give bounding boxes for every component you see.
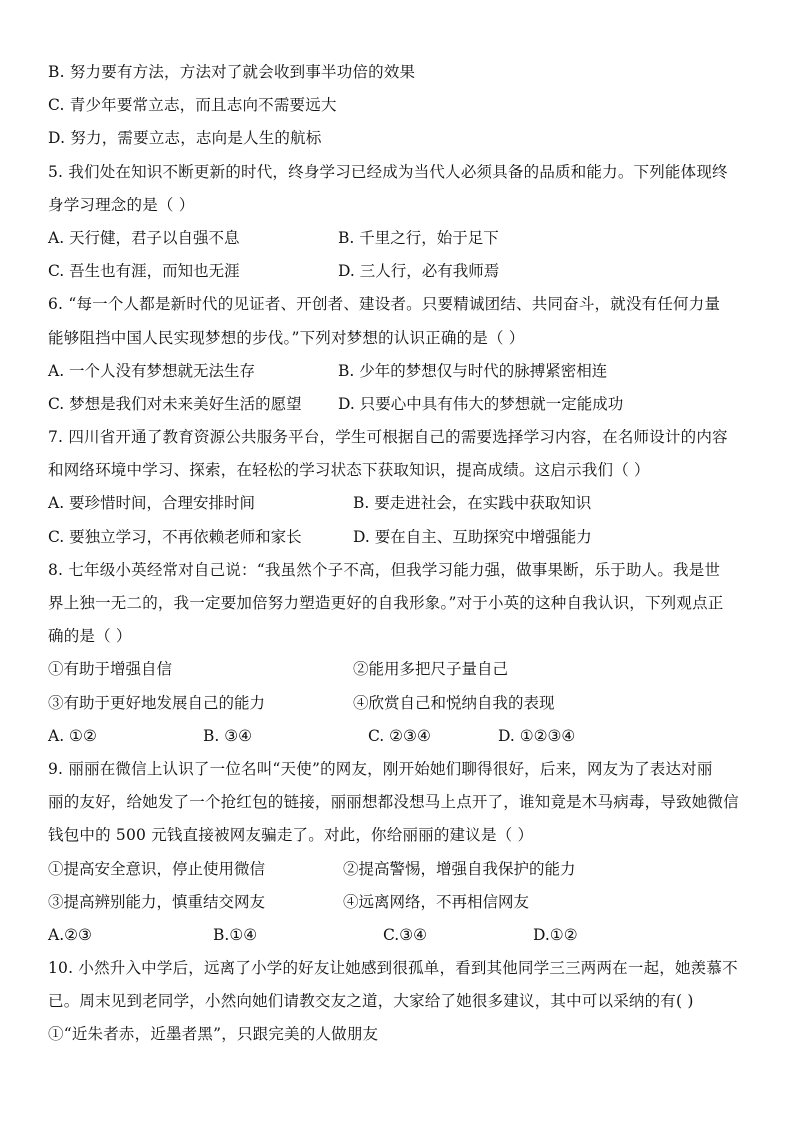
- q8-statement-2: ②能用多把尺子量自己: [353, 660, 509, 679]
- q10-stem-line2: 已。周末见到老同学，小然向她们请教交友之道，大家给了她很多建议，其中可以采纳的有( ): [48, 992, 694, 1011]
- q6-options-row1: [48, 355, 748, 388]
- q8-statement-1: ①有助于增强自信: [48, 660, 173, 679]
- q5-stem-line2: 身学习理念的是（ ）: [48, 195, 195, 214]
- q7-option-d: D. 要在自主、互助探究中增强能力: [353, 527, 592, 546]
- q6-options-row2: [48, 388, 748, 421]
- q4-option-b: B. 努力要有方法，方法对了就会收到事半功倍的效果: [48, 63, 416, 81]
- q8-options-row: [48, 720, 748, 753]
- q9-stem-line2: 丽的友好，给她发了一个抢红包的链接，丽丽想都没想马上点开了，谁知竟是木马病毒，导致她微信: [48, 793, 739, 812]
- q5-stem-line1: 5. 我们处在知识不断更新的时代，终身学习已经成为当代人必须具备的品质和能力。下列能体现终: [48, 162, 728, 181]
- q9-statement-1: ①提高安全意识，停止使用微信: [48, 859, 266, 878]
- q8-stem-line3: 确的是（ ）: [48, 627, 132, 646]
- q9-option-c: C.③④: [383, 925, 428, 944]
- q5-option-b: B. 千里之行，始于足下: [338, 228, 499, 247]
- q8-statement-4: ④欣赏自己和悦纳自我的表现: [353, 693, 555, 712]
- q6-stem-line2: 能够阻挡中国人民实现梦想的步伐。”下列对梦想的认识正确的是（ ）: [48, 328, 525, 347]
- q9-stem-line1: 9. 丽丽在微信上认识了一位名叫“天使”的网友，刚开始她们聊得很好，后来，网友为了表达对丽: [48, 759, 713, 778]
- q9-statement-4: ④远离网络，不再相信网友: [343, 892, 530, 911]
- q8-statements-row1: [48, 653, 748, 686]
- q5-option-a: A. 天行健，君子以自强不息: [48, 228, 240, 247]
- q7-options-row2: [48, 521, 748, 554]
- q6-option-b: B. 少年的梦想仅与时代的脉搏紧密相连: [338, 361, 608, 380]
- q7-option-b: B. 要走进社会，在实践中获取知识: [353, 494, 592, 513]
- q8-statement-3: ③有助于更好地发展自己的能力: [48, 693, 266, 712]
- q8-option-d: D. ①②③④: [498, 726, 576, 745]
- exam-page: [48, 56, 748, 1052]
- q7-option-a: A. 要珍惜时间，合理安排时间: [48, 494, 256, 513]
- q5-option-c: C. 吾生也有涯，而知也无涯: [48, 262, 240, 281]
- q6-option-a: A. 一个人没有梦想就无法生存: [48, 361, 256, 380]
- q8-option-b: B. ③④: [203, 726, 253, 745]
- q9-stem-line3: 钱包中的 500 元钱直接被网友骗走了。对此，你给丽丽的建议是（ ）: [48, 826, 534, 845]
- q10-statement-1: ①“近朱者赤，近墨者黑”，只跟完美的人做朋友: [48, 1025, 379, 1044]
- q5-options-row2: [48, 255, 748, 288]
- q7-stem-line2: 和网络环境中学习、探索，在轻松的学习状态下获取知识，提高成绩。这启示我们（ ）: [48, 461, 650, 480]
- q10-stem-line1: 10. 小然升入中学后，远离了小学的好友让她感到很孤单，看到其他同学三三两两在一起，她羡慕不: [48, 959, 738, 978]
- q8-stem-line1: 8. 七年级小英经常对自己说：“我虽然个子不高，但我学习能力强，做事果断，乐于助人。我是世: [48, 560, 721, 579]
- q7-options-row1: [48, 487, 748, 520]
- q4-option-d: D. 努力，需要立志，志向是人生的航标: [48, 129, 322, 148]
- q9-option-d: D.①②: [533, 925, 578, 944]
- q9-option-a: A.②③: [48, 925, 92, 944]
- q6-option-d: D. 只要心中具有伟大的梦想就一定能成功: [338, 394, 624, 413]
- q9-option-b: B.①④: [213, 925, 258, 944]
- q9-statement-3: ③提高辨别能力，慎重结交网友: [48, 892, 266, 911]
- q7-option-c: C. 要独立学习，不再依赖老师和家长: [48, 527, 302, 546]
- q7-stem-line1: 7. 四川省开通了教育资源公共服务平台，学生可根据自己的需要选择学习内容，在名师设计的内容: [48, 428, 728, 447]
- q9-options-row: [48, 919, 748, 952]
- q5-option-d: D. 三人行，必有我师焉: [338, 262, 500, 281]
- q8-stem-line2: 界上独一无二的，我一定要加倍努力塑造更好的自我形象。”对于小英的这种自我认识，下列观点正: [48, 594, 724, 612]
- q4-option-c: C. 青少年要常立志，而且志向不需要远大: [48, 96, 337, 115]
- q9-statements-row1: [48, 853, 748, 886]
- q6-option-c: C. 梦想是我们对未来美好生活的愿望: [48, 394, 302, 413]
- q5-options-row1: [48, 222, 748, 255]
- q9-statement-2: ②提高警惕，增强自我保护的能力: [343, 859, 576, 878]
- q8-statements-row2: [48, 687, 748, 720]
- q8-option-c: C. ②③④: [368, 726, 431, 745]
- q8-option-a: A. ①②: [48, 726, 97, 745]
- q9-statements-row2: [48, 886, 748, 919]
- q6-stem-line1: 6. “每一个人都是新时代的见证者、开创者、建设者。只要精诚团结、共同奋斗，就没有任何力量: [48, 295, 721, 314]
